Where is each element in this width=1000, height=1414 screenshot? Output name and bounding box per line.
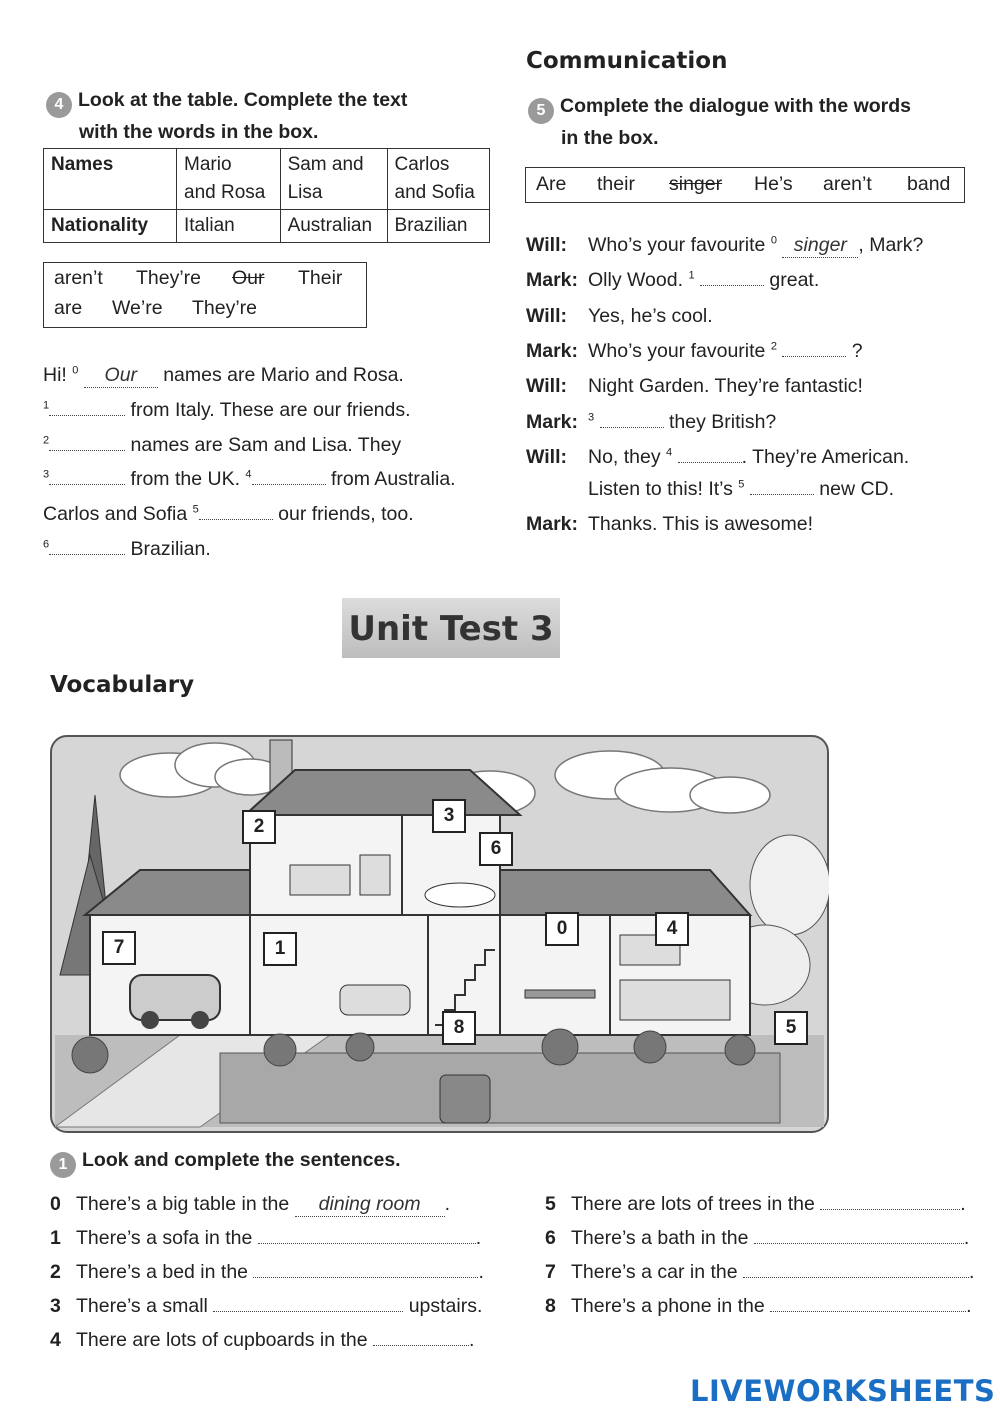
vocab-sentence-7: 7 There’s a car in the . xyxy=(545,1261,975,1283)
table-header-names: Names xyxy=(44,149,177,210)
word-item: Their xyxy=(298,267,343,289)
vocab-sentence-3: 3 There’s a small upstairs. xyxy=(50,1295,483,1317)
answer-blank[interactable] xyxy=(213,1311,403,1312)
word-item: their xyxy=(597,173,635,195)
ex4-line-1: $^1$ from Italy. These are our friends. xyxy=(43,399,411,421)
word-item: are xyxy=(54,297,83,319)
word-item: band xyxy=(907,173,951,195)
picture-label-0: 0 xyxy=(545,912,579,946)
picture-label-7: 7 xyxy=(102,931,136,965)
ex5-instruction: 5 Complete the dialogue with the words in the box. xyxy=(528,92,911,153)
answer-blank: Our xyxy=(84,364,158,388)
house-illustration xyxy=(50,735,829,1133)
vocab-sentence-6: 6 There’s a bath in the . xyxy=(545,1227,970,1249)
answer-blank[interactable] xyxy=(750,494,814,495)
table-cell-name: Sam and Lisa xyxy=(280,149,387,210)
vocab-sentence-4: 4 There are lots of cupboards in the . xyxy=(50,1329,475,1351)
ex4-line-0: Hi! $^0$ Our names are Mario and Rosa. xyxy=(43,364,404,386)
ex4-line-6: $^6$ Brazilian. xyxy=(43,538,211,560)
dialogue-line-2: Will: Yes, he’s cool. xyxy=(526,305,713,327)
answer-blank[interactable] xyxy=(49,415,125,416)
word-item: Are xyxy=(536,173,567,195)
ex4-line-5: Carlos and Sofia $^5$ our friends, too. xyxy=(43,503,414,525)
picture-label-6: 6 xyxy=(479,832,513,866)
answer-blank[interactable] xyxy=(49,484,125,485)
word-item-crossed: Our xyxy=(232,267,265,289)
word-item: He’s xyxy=(754,173,793,195)
table-cell-name: Mario and Rosa xyxy=(177,149,281,210)
vocabulary-heading: Vocabulary xyxy=(50,672,195,698)
answer-blank[interactable] xyxy=(49,554,125,555)
table-cell-name: Carlos and Sofia xyxy=(387,149,489,210)
answer-blank[interactable] xyxy=(373,1345,469,1346)
ex4-word-box xyxy=(43,262,367,328)
ex1-number: 1 xyxy=(50,1152,76,1178)
word-item: aren’t xyxy=(823,173,872,195)
table-header-nationality: Nationality xyxy=(44,210,177,243)
answer-blank[interactable] xyxy=(199,519,273,520)
table-cell-nationality: Italian xyxy=(177,210,281,243)
dialogue-line-7: Listen to this! It’s $^5$ new CD. xyxy=(588,478,895,500)
ex5-word-box xyxy=(525,167,965,203)
answer-blank[interactable] xyxy=(743,1277,969,1278)
answer-blank[interactable] xyxy=(49,450,125,451)
house-picture xyxy=(50,735,829,1133)
dialogue-line-3: Mark: Who’s your favourite $^2$ ? xyxy=(526,340,863,362)
answer-blank[interactable] xyxy=(258,1243,476,1244)
vocab-sentence-0: 0 There’s a big table in the dining room . xyxy=(50,1193,451,1215)
word-item-crossed: singer xyxy=(669,173,723,195)
ex1-instruction: 1 Look and complete the sentences. xyxy=(50,1146,401,1178)
word-item: aren’t xyxy=(54,267,103,289)
dialogue-line-4: Will: Night Garden. They’re fantastic! xyxy=(526,375,863,397)
liveworksheets-logo: LIVEWORKSHEETS xyxy=(690,1374,996,1408)
vocab-sentence-5: 5 There are lots of trees in the . xyxy=(545,1193,966,1215)
ex5-number: 5 xyxy=(528,98,554,124)
word-item: We’re xyxy=(112,297,163,319)
answer-blank[interactable] xyxy=(678,462,742,463)
picture-label-1: 1 xyxy=(263,932,297,966)
vocab-sentence-1: 1 There’s a sofa in the . xyxy=(50,1227,482,1249)
answer-blank[interactable] xyxy=(600,427,664,428)
unit-title: Unit Test 3 xyxy=(342,598,560,658)
picture-label-5: 5 xyxy=(774,1011,808,1045)
vocab-sentence-8: 8 There’s a phone in the . xyxy=(545,1295,972,1317)
dialogue-line-6: Will: No, they $^4$ . They’re American. xyxy=(526,446,910,468)
ex4-instruction: 4 Look at the table. Complete the text with the words in the box. xyxy=(46,86,407,147)
vocab-sentence-2: 2 There’s a bed in the . xyxy=(50,1261,484,1283)
table-cell-nationality: Australian xyxy=(280,210,387,243)
dialogue-line-0: Will: Who’s your favourite $^0$ singer , Mark? xyxy=(526,234,924,256)
picture-label-3: 3 xyxy=(432,799,466,833)
answer-blank[interactable] xyxy=(253,1277,478,1278)
answer-blank: dining room xyxy=(295,1193,445,1217)
nationality-table xyxy=(43,148,490,243)
answer-blank[interactable] xyxy=(700,285,764,286)
ex4-line-2: $^2$ names are Sam and Lisa. They xyxy=(43,434,402,456)
answer-blank[interactable] xyxy=(820,1209,960,1210)
picture-label-4: 4 xyxy=(655,912,689,946)
table-cell-nationality: Brazilian xyxy=(387,210,489,243)
ex4-line-3: $^3$ from the UK. $^4$ from Australia. xyxy=(43,468,456,490)
ex4-number: 4 xyxy=(46,92,72,118)
dialogue-line-1: Mark: Olly Wood. $^1$ great. xyxy=(526,269,820,291)
answer-blank[interactable] xyxy=(754,1243,964,1244)
answer-blank[interactable] xyxy=(782,356,846,357)
picture-label-8: 8 xyxy=(442,1011,476,1045)
dialogue-line-5: Mark: $^3$ they British? xyxy=(526,411,777,433)
answer-blank: singer xyxy=(782,234,858,258)
word-item: They’re xyxy=(192,297,258,319)
communication-heading: Communication xyxy=(526,48,728,74)
dialogue-line-8: Mark: Thanks. This is awesome! xyxy=(526,513,814,535)
picture-label-2: 2 xyxy=(242,810,276,844)
answer-blank[interactable] xyxy=(770,1311,966,1312)
word-item: They’re xyxy=(136,267,202,289)
answer-blank[interactable] xyxy=(252,484,326,485)
